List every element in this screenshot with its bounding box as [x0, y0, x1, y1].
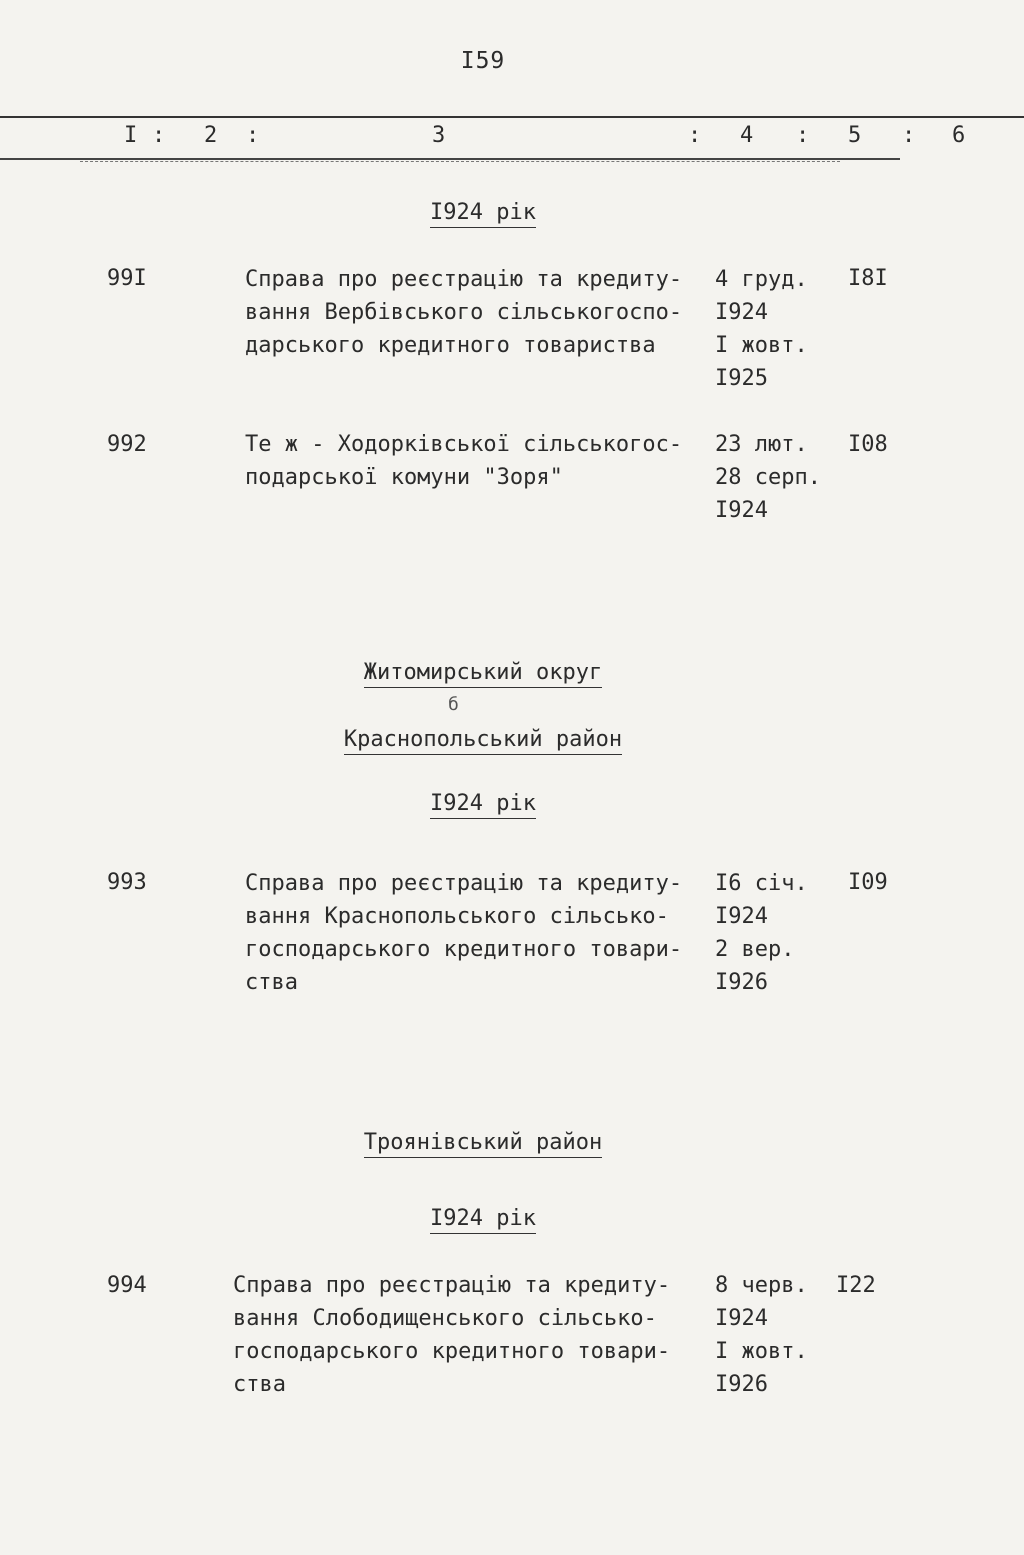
description-line: Те ж - Ходорківської сільськогос-: [245, 432, 683, 457]
date-line: I924: [715, 498, 768, 523]
column-separator: :: [902, 123, 916, 148]
description-line: дарського кредитного товариства: [245, 333, 656, 358]
date-line: 23 лют.: [715, 432, 808, 457]
description-line: ства: [233, 1372, 286, 1397]
description-line: подарської комуни "Зоря": [245, 465, 563, 490]
date-line: I926: [715, 970, 768, 995]
column-header-3: 3: [432, 123, 446, 148]
description-line: господарського кредитного товари-: [245, 937, 683, 962]
column-separator: :: [796, 123, 810, 148]
handwritten-mark: б: [448, 694, 459, 715]
date-line: I926: [715, 1372, 768, 1397]
entry-number: 994: [107, 1273, 147, 1298]
column-header-5: 5: [848, 123, 862, 148]
entry-description: [245, 263, 705, 362]
description-line: господарського кредитного товари-: [233, 1339, 671, 1364]
description-line: ства: [245, 970, 298, 995]
date-line: I жовт.: [715, 333, 808, 358]
entry-number: 993: [107, 870, 147, 895]
column-separator: :: [688, 123, 702, 148]
description-line: вання Слободищенського сільсько-: [233, 1306, 657, 1331]
page-number: I59: [460, 48, 506, 74]
entry-sheet-count: I08: [848, 432, 888, 457]
description-line: Справа про реєстрацію та кредиту-: [245, 267, 683, 292]
description-line: вання Вербівського сільськогоспо-: [245, 300, 683, 325]
date-line: I924: [715, 1306, 768, 1331]
district-heading: Краснопольський район: [0, 727, 966, 752]
entry-sheet-count: I22: [836, 1273, 876, 1298]
entry-sheet-count: I8I: [848, 266, 888, 291]
description-line: вання Краснопольського сільсько-: [245, 904, 669, 929]
year-heading: I924 рік: [0, 200, 966, 225]
date-line: I924: [715, 300, 768, 325]
entry-description: [245, 428, 705, 494]
description-line: Справа про реєстрацію та кредиту-: [233, 1273, 671, 1298]
date-line: I6 січ.: [715, 871, 808, 896]
header-top-rule: [0, 116, 1024, 118]
year-heading: I924 рік: [0, 1206, 966, 1231]
entry-number: 99I: [107, 266, 147, 291]
column-separator: :: [246, 123, 260, 148]
okrug-heading: Житомирський округ: [0, 660, 966, 685]
date-line: 28 серп.: [715, 465, 821, 490]
column-header-6: 6: [952, 123, 966, 148]
header-bottom-rule: [0, 158, 900, 160]
date-line: 4 груд.: [715, 267, 808, 292]
date-line: I жовт.: [715, 1339, 808, 1364]
date-line: 2 вер.: [715, 937, 795, 962]
entry-dates: [715, 428, 835, 527]
column-separator: :: [152, 123, 166, 148]
column-header-1: I: [124, 123, 138, 148]
description-line: Справа про реєстрацію та кредиту-: [245, 871, 683, 896]
entry-description: [245, 867, 705, 999]
column-header-4: 4: [740, 123, 754, 148]
district-heading: Троянівський район: [0, 1130, 966, 1155]
entry-number: 992: [107, 432, 147, 457]
entry-sheet-count: I09: [848, 870, 888, 895]
column-header-2: 2: [204, 123, 218, 148]
entry-description: [233, 1269, 693, 1401]
date-line: I924: [715, 904, 768, 929]
entry-dates: [715, 1269, 835, 1401]
header-bottom-rule-faint: [80, 161, 840, 162]
year-heading: I924 рік: [0, 791, 966, 816]
entry-dates: [715, 263, 835, 395]
date-line: 8 черв.: [715, 1273, 808, 1298]
entry-dates: [715, 867, 835, 999]
date-line: I925: [715, 366, 768, 391]
